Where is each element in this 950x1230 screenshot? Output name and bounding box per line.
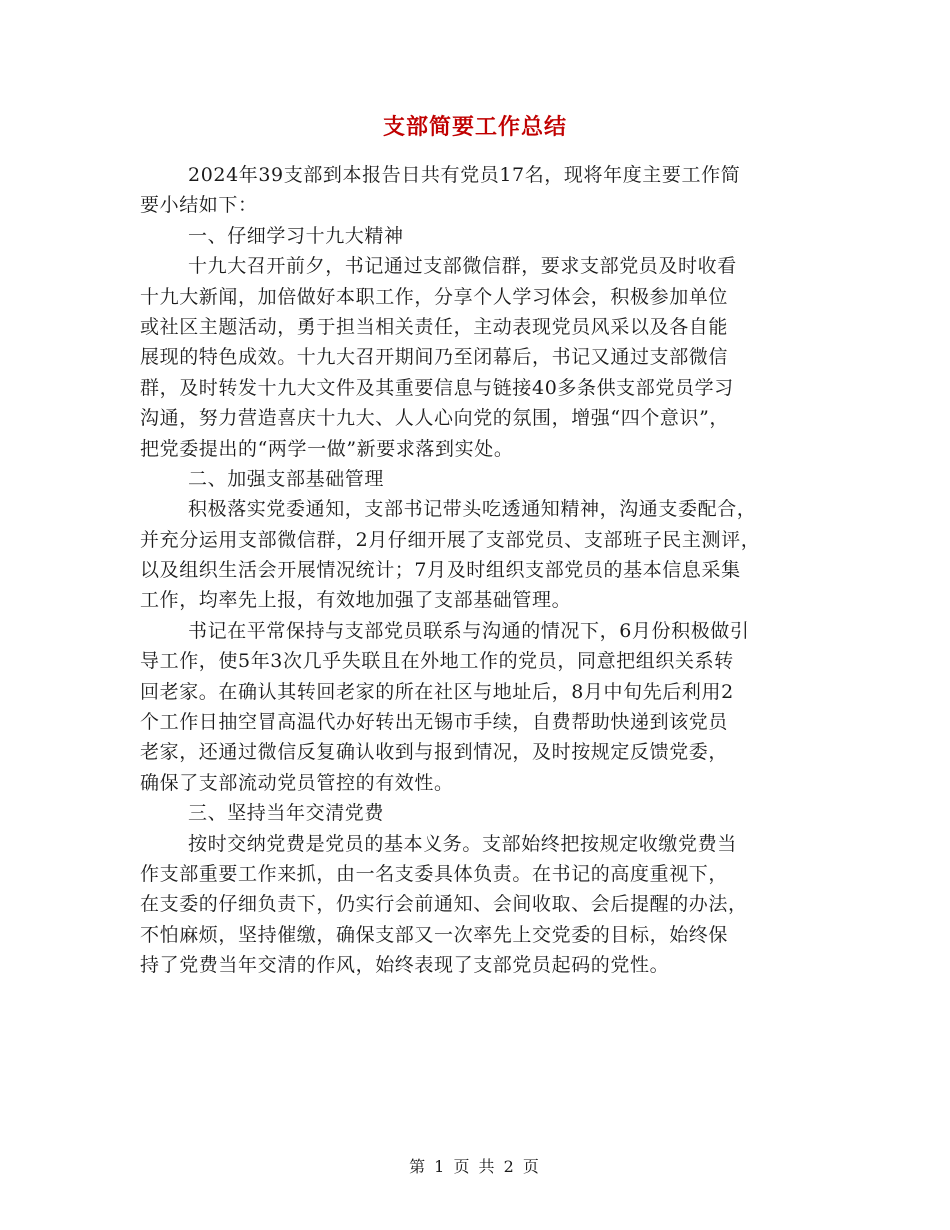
text-line: 老家，还通过微信反复确认收到与报到情况，及时按规定反馈党委， [140,741,729,764]
text-line: 群，及时转发十九大文件及其重要信息与链接40多条供支部党员学习 [140,376,734,399]
text-line: 三、坚持当年交清党费 [188,802,385,825]
text-line: 工作，均率先上报，有效地加强了支部基础管理。 [140,589,572,612]
text-line: 并充分运用支部微信群，2月仔细开展了支部党员、支部班子民主测评， [140,528,761,551]
text-line: 导工作，使5年3次几乎失联且在外地工作的党员，同意把组织关系转 [140,650,734,673]
text-line: 书记在平常保持与支部党员联系与沟通的情况下，6月份积极做引 [188,619,750,642]
text-line: 一、仔细学习十九大精神 [188,224,404,247]
text-line: 以及组织生活会开展情况统计；7月及时组织支部党员的基本信息采集 [140,559,741,582]
text-line: 沟通，努力营造喜庆十九大、人人心向党的氛围，增强“四个意识”， [140,407,730,430]
text-line: 十九大召开前夕，书记通过支部微信群，要求支部党员及时收看 [188,255,737,278]
text-line: 或社区主题活动，勇于担当相关责任，主动表现党员风采以及各自能 [140,315,729,338]
text-line: 不怕麻烦，坚持催缴，确保支部又一次率先上交党委的目标，始终保 [140,923,729,946]
text-line: 展现的特色成效。十九大召开期间乃至闭幕后，书记又通过支部微信 [140,346,729,369]
text-line: 持了党费当年交清的作风，始终表现了支部党员起码的党性。 [140,954,670,977]
text-line: 按时交纳党费是党员的基本义务。支部始终把按规定收缴党费当 [188,832,737,855]
text-line: 要小结如下： [140,194,258,217]
document-body [140,160,830,981]
text-line: 2024年39支部到本报告日共有党员17名，现将年度主要工作简 [188,164,741,186]
text-line: 回老家。在确认其转回老家的所在社区与地址后，8月中旬先后利用2 [140,680,734,703]
page-title: 支部简要工作总结 [382,114,567,140]
text-line: 确保了支部流动党员管控的有效性。 [140,771,454,794]
page-footer: 第 1 页 共 2 页 [409,1157,541,1176]
text-line: 个工作日抽空冒高温代办好转出无锡市手续，自费帮助快递到该党员 [140,711,729,734]
text-line: 把党委提出的“两学一做”新要求落到实处。 [140,437,514,460]
text-line: 二、加强支部基础管理 [188,467,385,490]
text-line: 十九大新闻，加倍做好本职工作，分享个人学习体会，积极参加单位 [140,285,729,308]
text-line: 积极落实党委通知，支部书记带头吃透通知精神，沟通支委配合， [188,498,757,521]
text-line: 作支部重要工作来抓，由一名支委具体负责。在书记的高度重视下， [140,862,729,885]
text-line: 在支委的仔细负责下，仍实行会前通知、会间收取、会后提醒的办法， [140,893,748,916]
